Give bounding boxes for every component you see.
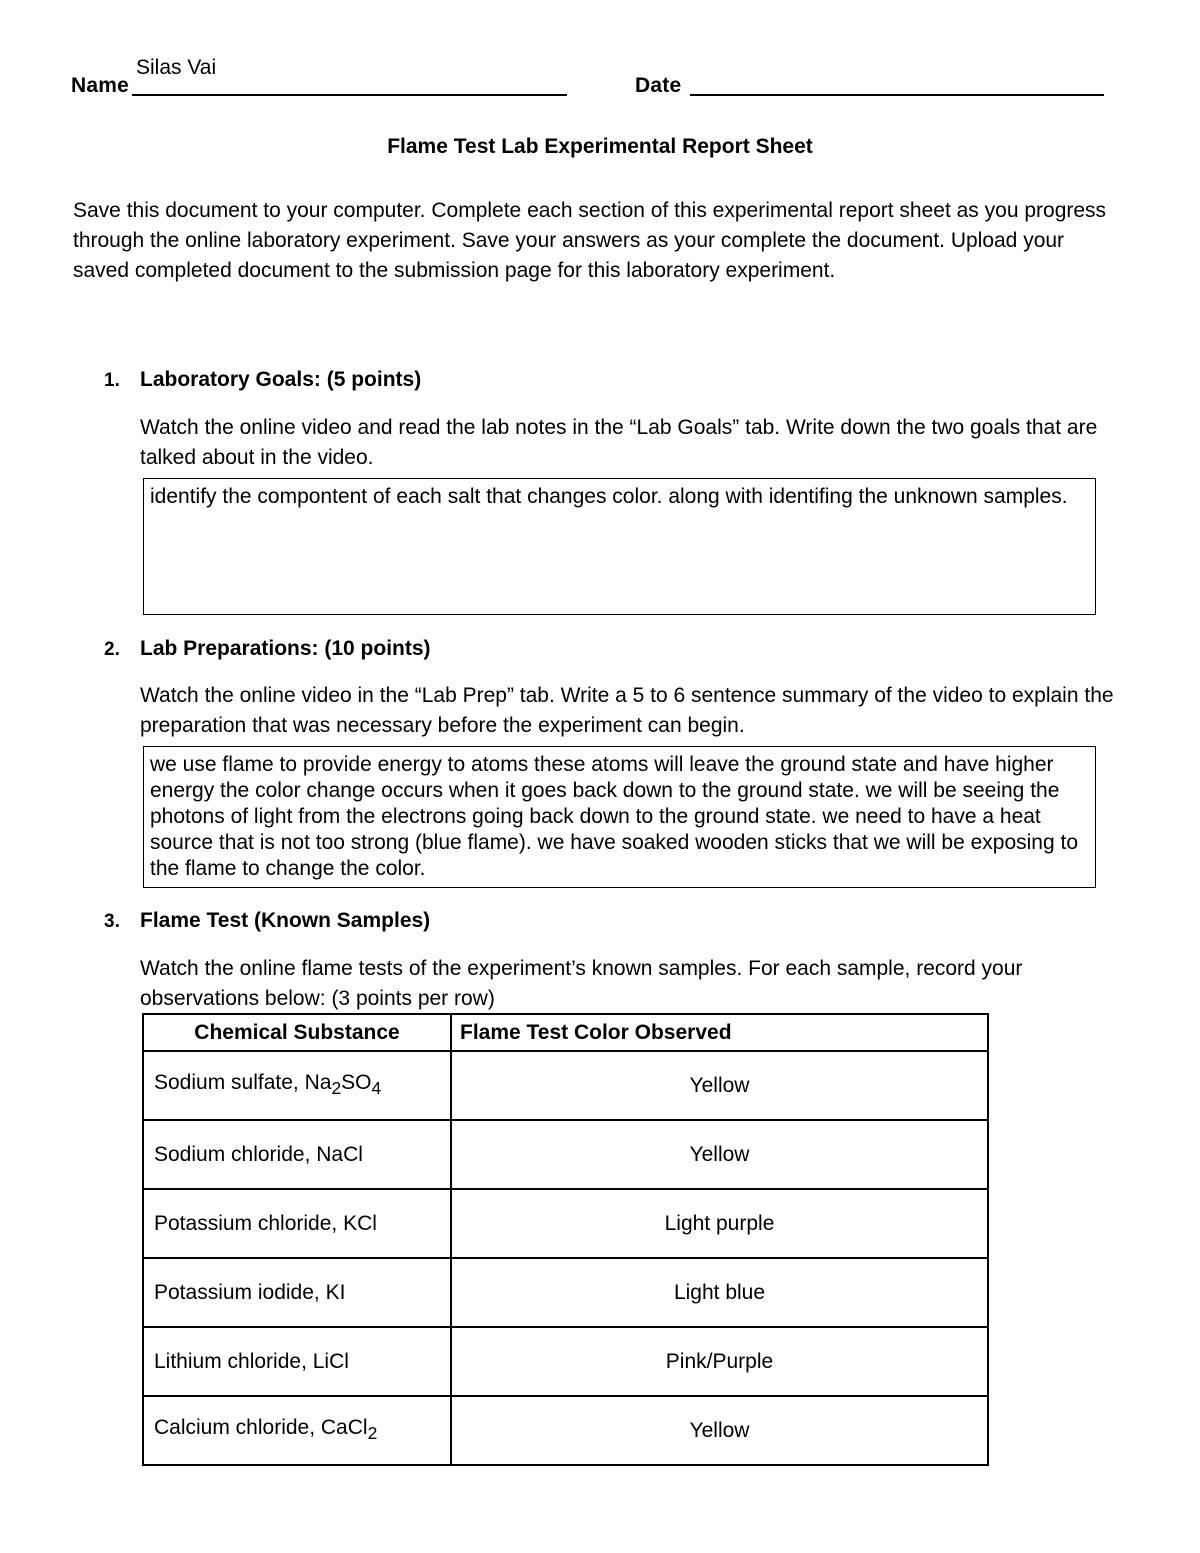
substance-cell: Calcium chloride, CaCl$_2$ [143,1396,451,1465]
intro-paragraph: Save this document to your computer. Complete each section of this experimental report sheet as you progress through the online laboratory experiment. Save your answers as your complete the document. Upload your saved completed document to the submission page for this laboratory experiment. [73,199,1107,282]
known-samples-table [142,1013,989,1466]
color-cell[interactable]: Yellow [451,1120,988,1189]
section-2-description: Watch the online video in the “Lab Prep” tab. Write a 5 to 6 sentence summary of the video to explain the preparation that was necessary before the experiment can begin. [140,684,1114,737]
section-1-heading: Laboratory Goals: (5 points) [140,368,422,391]
date-label: Date [635,74,682,97]
table-row [143,1051,988,1120]
substance-cell: Potassium iodide, KI [143,1258,451,1327]
column-header-substance: Chemical Substance [143,1014,451,1051]
table-row [143,1327,988,1396]
table-row [143,1258,988,1327]
page-title: Flame Test Lab Experimental Report Sheet [387,135,813,158]
color-cell[interactable]: Pink/Purple [451,1327,988,1396]
table-header-row [143,1014,988,1051]
table-row [143,1189,988,1258]
date-underline [690,94,1104,96]
section-3-heading: Flame Test (Known Samples) [140,909,431,932]
section-3-description: Watch the online flame tests of the experiment’s known samples. For each sample, record your observations below: (3 points per row) [140,957,1023,1010]
section-2-heading: Lab Preparations: (10 points) [140,637,431,660]
color-cell[interactable]: Light blue [451,1258,988,1327]
section-1-answer-box[interactable]: identify the compontent of each salt that changes color. along with identifing the unknown samples. [143,478,1096,615]
color-cell[interactable]: Light purple [451,1189,988,1258]
name-value[interactable]: Silas Vai [136,56,217,79]
section-1-number: 1. [104,370,120,391]
substance-cell: Potassium chloride, KCl [143,1189,451,1258]
table-row [143,1396,988,1465]
color-cell[interactable]: Yellow [451,1396,988,1465]
color-cell[interactable]: Yellow [451,1051,988,1120]
column-header-color: Flame Test Color Observed [451,1014,988,1051]
section-2-answer-box[interactable]: we use flame to provide energy to atoms these atoms will leave the ground state and have higher energy the color change occurs when it goes back down to the ground state. we will be seeing the photons of light from the electrons going back down to the ground state. we need to have a heat source that is not too strong (blue flame). we have soaked wooden sticks that we will be exposing to the flame to change the color. [143,746,1096,888]
name-underline [132,94,567,96]
table-row [143,1120,988,1189]
section-1-description: Watch the online video and read the lab notes in the “Lab Goals” tab. Write down the two goals that are talked about in the video. [140,416,1098,469]
section-2-number: 2. [104,639,120,660]
substance-cell: Lithium chloride, LiCl [143,1327,451,1396]
name-label: Name [71,74,129,97]
substance-cell: Sodium sulfate, $Na_2SO_4$ [143,1051,451,1120]
substance-cell: Sodium chloride, NaCl [143,1120,451,1189]
section-3-number: 3. [104,911,120,932]
